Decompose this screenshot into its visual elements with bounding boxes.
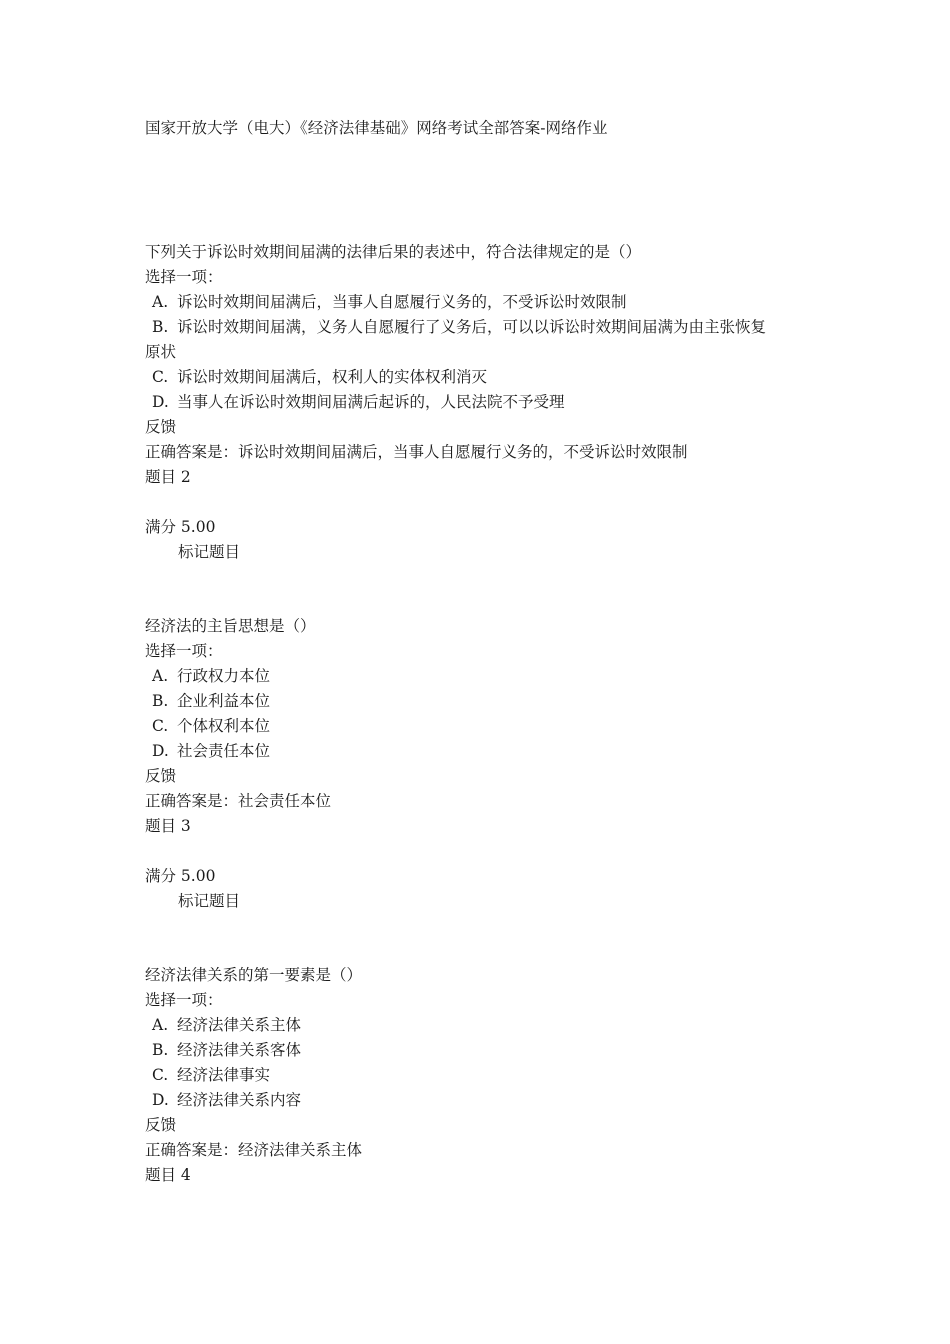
option-letter: C. — [152, 1066, 169, 1084]
option-letter: A. — [152, 1016, 169, 1034]
option-d[interactable] — [145, 1088, 825, 1113]
option-a[interactable] — [145, 290, 825, 315]
document-title: 国家开放大学（电大）《经济法律基础》网络考试全部答案-网络作业 — [145, 119, 608, 137]
option-a[interactable] — [145, 1013, 825, 1038]
question-1 — [145, 240, 825, 565]
option-text: 经济法律关系内容 — [177, 1091, 302, 1109]
question-stem: 经济法律关系的第一要素是（） — [145, 966, 363, 984]
feedback-label: 反馈 — [145, 1116, 177, 1134]
option-text: 个体权利本位 — [177, 717, 271, 735]
option-letter: B. — [152, 1041, 169, 1059]
feedback-label: 反馈 — [145, 418, 177, 436]
option-letter: B. — [152, 318, 169, 336]
score-label: 满分 5.00 — [145, 867, 216, 885]
spacer — [145, 490, 825, 515]
option-text: 诉讼时效期间届满后，权利人的实体权利消灭 — [177, 368, 488, 386]
correct-answer: 正确答案是：经济法律关系主体 — [145, 1141, 363, 1159]
option-d[interactable] — [145, 739, 825, 764]
option-text: 诉讼时效期间届满后，当事人自愿履行义务的，不受诉讼时效限制 — [177, 293, 627, 311]
option-c[interactable] — [145, 1063, 825, 1088]
option-text: 经济法律事实 — [177, 1066, 271, 1084]
option-text: 当事人在诉讼时效期间届满后起诉的，人民法院不予受理 — [177, 393, 565, 411]
option-b[interactable] — [145, 315, 825, 340]
option-b-continuation: 原状 — [145, 343, 177, 361]
next-question-label: 题目 4 — [145, 1166, 191, 1184]
feedback-label: 反馈 — [145, 767, 177, 785]
question-stem: 下列关于诉讼时效期间届满的法律后果的表述中，符合法律规定的是（） — [145, 243, 642, 261]
question-3 — [145, 963, 825, 1188]
select-prompt: 选择一项： — [145, 642, 223, 660]
option-text: 企业利益本位 — [177, 692, 271, 710]
flag-question-link[interactable]: 标记题目 — [178, 892, 241, 910]
option-c[interactable] — [145, 365, 825, 390]
option-letter: A. — [152, 293, 169, 311]
correct-answer: 正确答案是：诉讼时效期间届满后，当事人自愿履行义务的，不受诉讼时效限制 — [145, 443, 688, 461]
option-d[interactable] — [145, 390, 825, 415]
option-b[interactable] — [145, 1038, 825, 1063]
select-prompt: 选择一项： — [145, 991, 223, 1009]
option-text: 经济法律关系客体 — [177, 1041, 302, 1059]
option-letter: A. — [152, 667, 169, 685]
question-stem: 经济法的主旨思想是（） — [145, 617, 316, 635]
option-text: 经济法律关系主体 — [177, 1016, 302, 1034]
option-c[interactable] — [145, 714, 825, 739]
option-letter: C. — [152, 368, 169, 386]
flag-question-link[interactable]: 标记题目 — [178, 543, 241, 561]
option-a[interactable] — [145, 664, 825, 689]
option-b[interactable] — [145, 689, 825, 714]
next-question-label: 题目 2 — [145, 468, 191, 486]
correct-answer: 正确答案是：社会责任本位 — [145, 792, 332, 810]
spacer — [145, 839, 825, 864]
select-prompt: 选择一项： — [145, 268, 223, 286]
option-letter: D. — [152, 393, 169, 411]
option-text: 行政权力本位 — [177, 667, 271, 685]
question-2 — [145, 614, 825, 914]
option-text: 社会责任本位 — [177, 742, 271, 760]
score-label: 满分 5.00 — [145, 518, 216, 536]
option-letter: C. — [152, 717, 169, 735]
option-letter: D. — [152, 1091, 169, 1109]
option-letter: B. — [152, 692, 169, 710]
option-letter: D. — [152, 742, 169, 760]
option-text: 诉讼时效期间届满，义务人自愿履行了义务后，可以以诉讼时效期间届满为由主张恢复 — [177, 318, 767, 336]
next-question-label: 题目 3 — [145, 817, 191, 835]
